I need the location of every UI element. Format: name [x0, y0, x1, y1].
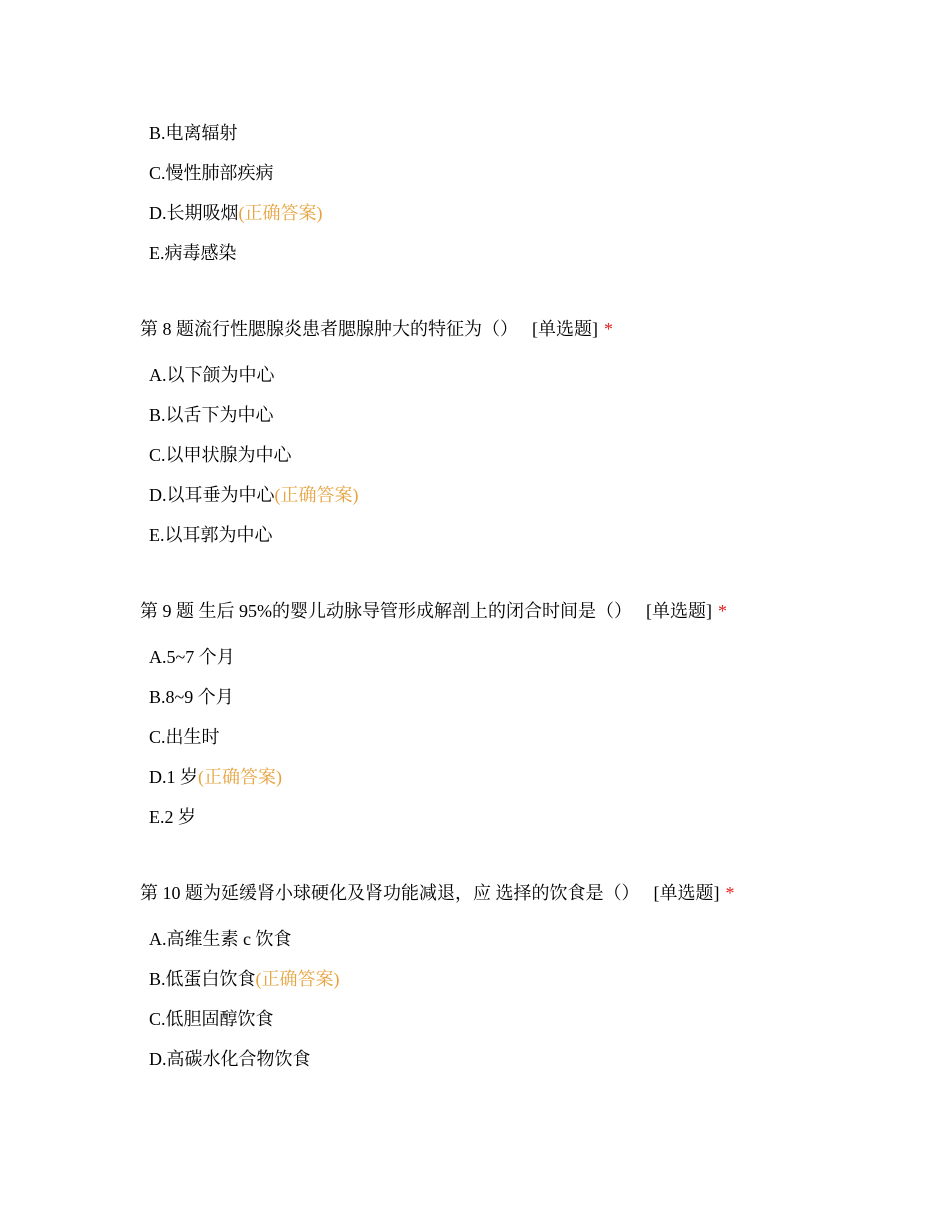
option-text: B.低蛋白饮食 [149, 969, 256, 989]
q7-option-b [149, 122, 238, 144]
q8-option-d [149, 484, 359, 506]
option-text: A.高维生素 c 饮食 [149, 929, 292, 949]
question-type: [单选题] [646, 601, 712, 621]
option-text: E.2 岁 [149, 807, 196, 827]
question-10-title [140, 882, 735, 904]
option-text: C.出生时 [149, 727, 220, 747]
q10-option-d [149, 1048, 311, 1070]
question-text: 第 10 题为延缓肾小球硬化及肾功能减退，应 选择的饮食是（） [140, 883, 640, 903]
correct-answer-tag: (正确答案) [238, 203, 323, 223]
q9-option-c [149, 726, 220, 748]
option-text: D.以耳垂为中心 [149, 485, 275, 505]
required-marker: * [725, 883, 735, 903]
question-type: [单选题] [653, 883, 720, 903]
q8-option-a [149, 364, 275, 386]
question-8-title [140, 318, 613, 340]
required-marker: * [718, 601, 727, 621]
q8-option-c [149, 444, 292, 466]
required-marker: * [604, 319, 613, 339]
option-text: C.以甲状腺为中心 [149, 445, 292, 465]
option-text: A.5~7 个月 [149, 647, 235, 667]
q9-option-d [149, 766, 282, 788]
q7-option-c [149, 162, 274, 184]
q10-option-b [149, 968, 340, 990]
question-type: [单选题] [532, 319, 598, 339]
question-text: 第 9 题 生后 95%的婴儿动脉导管形成解剖上的闭合时间是（） [140, 601, 632, 621]
option-text: B.8~9 个月 [149, 687, 234, 707]
q9-option-e [149, 806, 196, 828]
q9-option-b [149, 686, 234, 708]
option-text: B.以舌下为中心 [149, 405, 274, 425]
q8-option-b [149, 404, 274, 426]
option-text: C.慢性肺部疾病 [149, 163, 274, 183]
q7-option-d [149, 202, 323, 224]
option-text: A.以下颌为中心 [149, 365, 275, 385]
option-text: B.电离辐射 [149, 123, 238, 143]
option-text: D.1 岁 [149, 767, 198, 787]
q10-option-c [149, 1008, 274, 1030]
option-text: C.低胆固醇饮食 [149, 1009, 274, 1029]
option-text: D.高碳水化合物饮食 [149, 1049, 311, 1069]
correct-answer-tag: (正确答案) [255, 969, 340, 989]
option-text: E.以耳郭为中心 [149, 525, 273, 545]
q8-option-e [149, 524, 273, 546]
correct-answer-tag: (正确答案) [198, 767, 282, 787]
question-text: 第 8 题流行性腮腺炎患者腮腺肿大的特征为（） [140, 319, 518, 339]
option-text: D.长期吸烟 [149, 203, 239, 223]
q7-option-e [149, 242, 237, 264]
q9-option-a [149, 646, 235, 668]
q10-option-a [149, 928, 292, 950]
question-9-title [140, 600, 727, 622]
correct-answer-tag: (正确答案) [274, 485, 359, 505]
option-text: E.病毒感染 [149, 243, 237, 263]
